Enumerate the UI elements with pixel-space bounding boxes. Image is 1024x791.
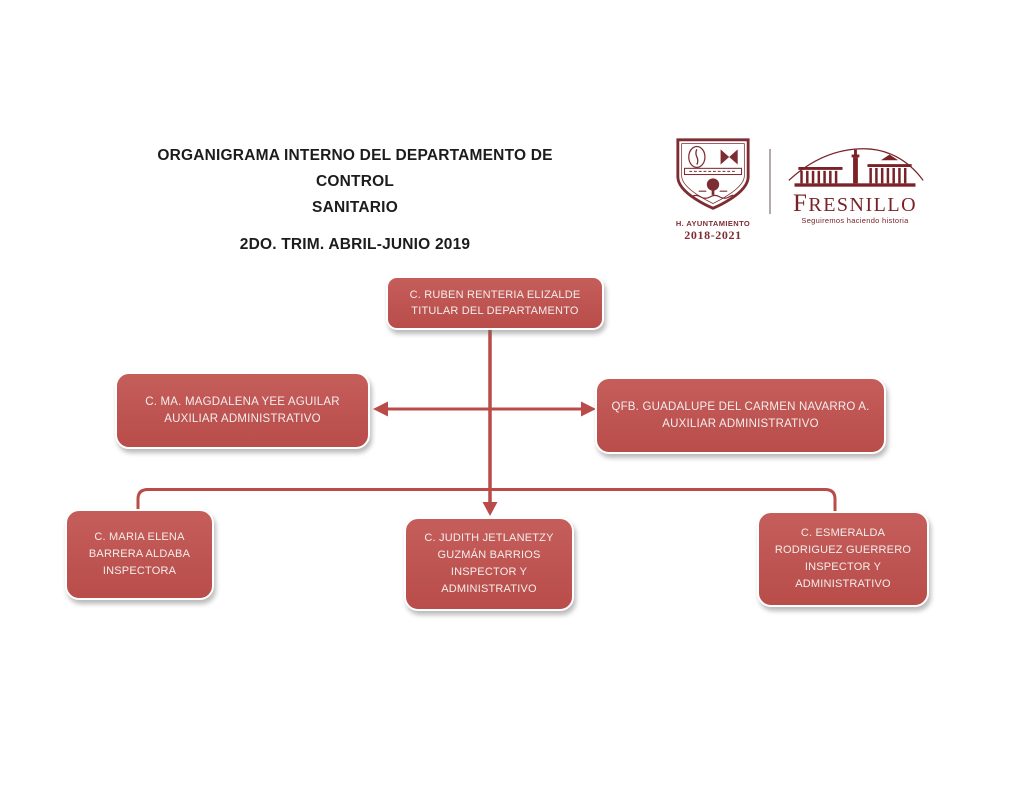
fresnillo-wordmark: FRESNILLO: [792, 190, 918, 217]
org-node-line: INSPECTOR Y: [450, 566, 528, 578]
org-node-line: AUXILIAR ADMINISTRATIVO: [662, 417, 819, 430]
fresnillo-tagline: Seguiremos haciendo historia: [801, 216, 909, 225]
org-node-auxiliar-derecha: [595, 377, 886, 454]
org-node-line: ADMINISTRATIVO: [795, 578, 891, 590]
arrowhead-left-icon: [373, 402, 388, 417]
org-node-line: TITULAR DEL DEPARTAMENTO: [411, 305, 579, 317]
org-node-line: INSPECTOR Y: [804, 561, 882, 573]
org-node-line: C. MA. MAGDALENA YEE AGUILAR: [145, 395, 340, 408]
org-node-line: BARRERA ALDABA: [88, 548, 191, 560]
org-node-line: INSPECTORA: [102, 565, 177, 577]
org-node-inspector-derecha: [757, 511, 929, 607]
page-title-line1: ORGANIGRAMA INTERNO DEL DEPARTAMENTO DE CONTROL: [157, 147, 553, 190]
fresnillo-logo: [781, 142, 929, 225]
org-node-inspector-centro: [404, 517, 574, 611]
crest-text-period: 2018-2021: [684, 228, 742, 242]
org-node-line: C. RUBEN RENTERIA ELIZALDE: [409, 289, 581, 301]
org-node-titular: [386, 276, 604, 330]
ayuntamiento-crest-icon: [670, 137, 756, 213]
fresnillo-monument-icon: [783, 142, 927, 192]
arrowhead-down-icon: [483, 502, 498, 516]
page-title-line2: SANITARIO: [312, 199, 398, 216]
org-node-line: RODRIGUEZ GUERRERO: [774, 544, 912, 556]
org-node-inspectora: [65, 509, 214, 600]
page-title: [118, 143, 592, 258]
org-node-line: C. JUDITH JETLANETZY: [424, 532, 554, 544]
org-node-line: C. MARIA ELENA: [94, 531, 185, 543]
org-node-line: QFB. GUADALUPE DEL CARMEN NAVARRO A.: [611, 400, 870, 413]
org-node-line: GUZMÁN BARRIOS: [437, 549, 541, 561]
arrowhead-right-icon: [581, 402, 596, 417]
logo-divider: [769, 149, 771, 214]
ayuntamiento-crest-logo: [664, 137, 762, 243]
org-node-line: AUXILIAR ADMINISTRATIVO: [164, 412, 321, 425]
crest-text-ayuntamiento: H. AYUNTAMIENTO: [675, 219, 751, 228]
org-node-line: C. ESMERALDA: [800, 527, 886, 539]
org-node-line: ADMINISTRATIVO: [441, 583, 537, 595]
org-node-auxiliar-izquierda: [115, 372, 370, 449]
page-subtitle: 2DO. TRIM. ABRIL-JUNIO 2019: [239, 236, 471, 253]
